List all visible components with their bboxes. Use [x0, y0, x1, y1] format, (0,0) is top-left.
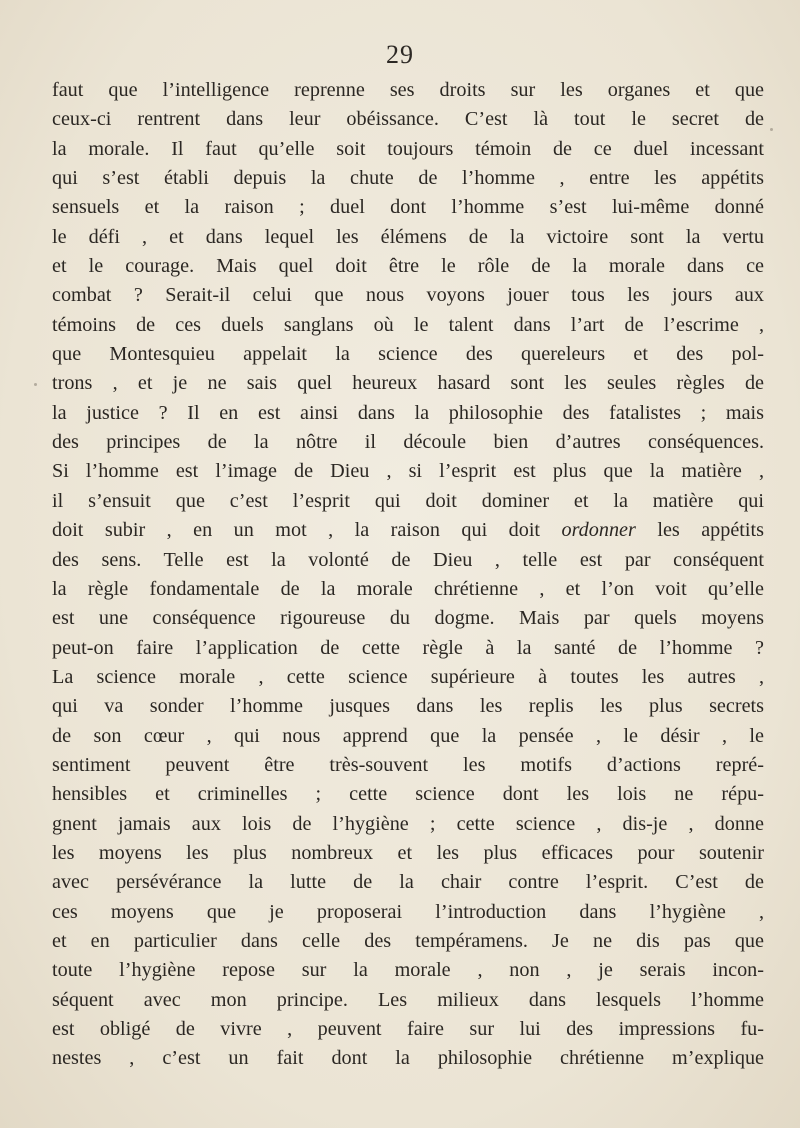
- text-line: [52, 399, 764, 428]
- text-line: [52, 223, 764, 252]
- text-line: [52, 1044, 764, 1073]
- text-line: [52, 1015, 764, 1044]
- text-line-segment: de son cœur , qui nous apprend que la pensée , le désir , le: [52, 724, 764, 747]
- text-line-segment: hensibles et criminelles ; cette science dont les lois ne répu-: [52, 783, 764, 806]
- text-line: [52, 663, 764, 692]
- italic-word: ordonner: [561, 519, 636, 542]
- text-line: [52, 76, 764, 105]
- text-line: [52, 516, 764, 545]
- text-line: [52, 898, 764, 927]
- paper-speck: [770, 128, 773, 131]
- text-line: [52, 692, 764, 721]
- text-line-segment: nestes , c’est un fait dont la philosophie chrétienne m’explique: [52, 1047, 764, 1070]
- text-line-segment: Si l’homme est l’image de Dieu , si l’esprit est plus que la matière ,: [52, 460, 764, 483]
- text-line: [52, 369, 764, 398]
- text-line: [52, 956, 764, 985]
- text-line: [52, 546, 764, 575]
- text-line-segment: doit subir , en un mot , la raison qui doit: [52, 519, 562, 542]
- text-line-segment: faut que l’intelligence reprenne ses droits sur les organes et que: [52, 79, 764, 101]
- text-line-segment: avec persévérance la lutte de la chair contre l’esprit. C’est de: [52, 871, 764, 894]
- text-line-segment: est une conséquence rigoureuse du dogme. Mais par quels moyens: [52, 607, 764, 630]
- text-line-segment: la justice ? Il en est ainsi dans la philosophie des fatalistes ; mais: [52, 401, 764, 424]
- text-line-segment: trons , et je ne sais quel heureux hasard sont les seules règles de: [52, 372, 764, 395]
- text-line-segment: toute l’hygiène repose sur la morale , non , je serais incon-: [52, 959, 764, 982]
- text-line: [52, 457, 764, 486]
- text-line: [52, 340, 764, 369]
- text-line-segment: sensuels et la raison ; duel dont l’homme s’est lui-même donné: [52, 196, 764, 219]
- text-line-segment: combat ? Serait-il celui que nous voyons jouer tous les jours aux: [52, 284, 764, 307]
- text-line: [52, 193, 764, 222]
- text-line-segment: sentiment peuvent être très-souvent les motifs d’actions repré-: [52, 753, 764, 776]
- text-line-segment: que Montesquieu appelait la science des quereleurs et des pol-: [52, 343, 764, 366]
- text-line: [52, 634, 764, 663]
- text-line: [52, 868, 764, 897]
- text-line-segment: séquent avec mon principe. Les milieux dans lesquels l’homme: [52, 988, 764, 1011]
- text-line-segment: des sens. Telle est la volonté de Dieu , telle est par conséquent: [52, 548, 764, 571]
- text-line: [52, 135, 764, 164]
- text-line-segment: des principes de la nôtre il découle bien d’autres conséquences.: [52, 431, 764, 454]
- text-line-segment: gnent jamais aux lois de l’hygiène ; cette science , dis-je , donne: [52, 812, 764, 835]
- text-line-segment: les moyens les plus nombreux et les plus efficaces pour soutenir: [52, 841, 764, 864]
- text-line-segment: et en particulier dans celle des tempéramens. Je ne dis pas que: [52, 929, 764, 952]
- text-line: [52, 105, 764, 134]
- page-number: 29: [386, 40, 414, 69]
- text-line-segment: qui s’est établi depuis la chute de l’homme , entre les appétits: [52, 167, 764, 190]
- text-line: [52, 722, 764, 751]
- text-line-segment: la règle fondamentale de la morale chrétienne , et l’on voit qu’elle: [52, 577, 764, 600]
- text-line: [52, 839, 764, 868]
- text-line: [52, 751, 764, 780]
- text-line: [52, 780, 764, 809]
- text-line: [52, 810, 764, 839]
- text-line-segment: il s’ensuit que c’est l’esprit qui doit dominer et la matière qui: [52, 489, 764, 512]
- text-line-segment: La science morale , cette science supérieure à toutes les autres ,: [52, 665, 764, 688]
- text-line-segment: le défi , et dans lequel les élémens de la victoire sont la vertu: [52, 225, 764, 248]
- text-line: [52, 164, 764, 193]
- text-line: [52, 428, 764, 457]
- text-line-segment: témoins de ces duels sanglans où le talent dans l’art de l’escrime ,: [52, 313, 764, 336]
- text-line: [52, 281, 764, 310]
- text-line: [52, 487, 764, 516]
- text-line: [52, 311, 764, 340]
- text-line: [52, 575, 764, 604]
- text-line: [52, 986, 764, 1015]
- text-line-segment: est obligé de vivre , peuvent faire sur lui des impressions fu-: [52, 1018, 764, 1040]
- text-line-segment: qui va sonder l’homme jusques dans les replis les plus secrets: [52, 695, 764, 718]
- text-line: [52, 252, 764, 281]
- text-line-segment: peut-on faire l’application de cette règle à la santé de l’homme ?: [52, 636, 764, 659]
- body-paragraph: [52, 76, 764, 1074]
- text-line-segment: la morale. Il faut qu’elle soit toujours témoin de ce duel incessant: [52, 137, 764, 160]
- text-line-segment: les appétits: [635, 519, 764, 542]
- paper-speck: [34, 383, 37, 386]
- text-line: [52, 927, 764, 956]
- text-line-segment: ceux-ci rentrent dans leur obéissance. C’est là tout le secret de: [52, 108, 764, 131]
- text-line-segment: ces moyens que je proposerai l’introduction dans l’hygiène ,: [52, 900, 764, 923]
- text-line: [52, 604, 764, 633]
- text-line-segment: et le courage. Mais quel doit être le rôle de la morale dans ce: [52, 255, 764, 278]
